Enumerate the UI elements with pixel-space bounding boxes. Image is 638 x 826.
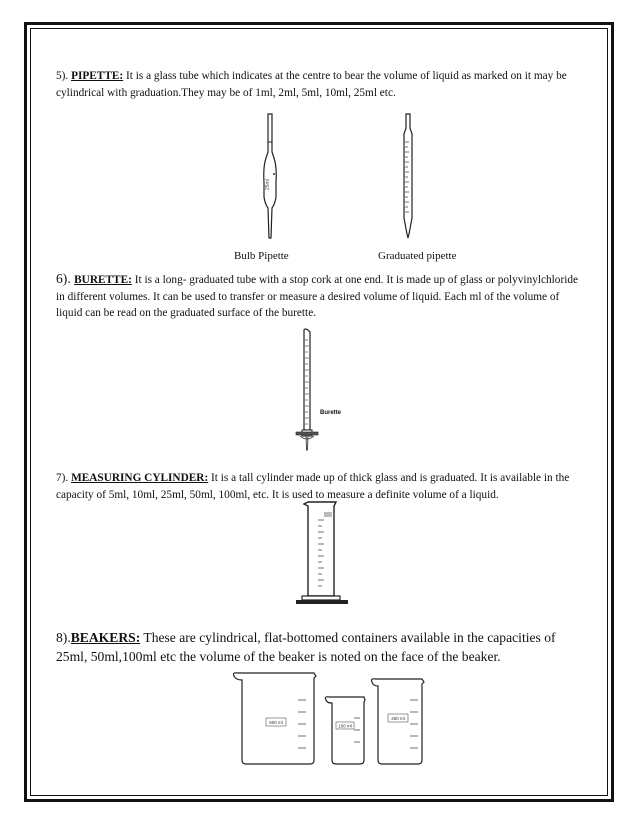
beakers-number: 8). bbox=[56, 630, 71, 645]
beaker-large-label: 600 ml bbox=[269, 720, 283, 725]
beakers-heading: BEAKERS: bbox=[70, 630, 141, 645]
burette-paragraph bbox=[56, 269, 586, 322]
beaker-small bbox=[325, 697, 365, 764]
pipette-paragraph bbox=[56, 68, 586, 101]
pipette-number: 5). bbox=[56, 70, 72, 82]
beaker-medium-label: 250 ml bbox=[391, 716, 405, 721]
pipette-heading: PIPETTE: bbox=[71, 70, 124, 82]
beakers-paragraph bbox=[56, 628, 586, 666]
cylinder-heading: MEASURING CYLINDER: bbox=[71, 472, 209, 484]
bulb-pipette-caption: Bulb Pipette bbox=[234, 250, 289, 262]
graduated-pipette-caption: Graduated pipette bbox=[378, 250, 457, 262]
pipette-text: It is a glass tube which indicates at the centre to bear the volume of liquid as marked on it may be cylindrical with graduation.They may be of 1ml, 2ml, 5ml, 10ml, 25ml etc. bbox=[56, 70, 567, 99]
cylinder-number: 7). bbox=[56, 472, 72, 484]
bulb-pipette-illustration bbox=[255, 112, 285, 240]
measuring-cylinder-illustration bbox=[294, 500, 350, 606]
burette-text: It is a long- graduated tube with a stop cork at one end. It is made up of glass or polyvinylchloride in different volumes. It can be used to transfer or measure a desired volume of liquid. Each ml of the volume of liquid can be read on the graduated surface of the burette. bbox=[56, 274, 579, 319]
burette-heading: BURETTE: bbox=[74, 274, 132, 286]
beaker-small-label: 150 ml bbox=[338, 723, 352, 729]
burette-illustration bbox=[290, 328, 350, 458]
graduated-pipette-illustration bbox=[398, 112, 418, 240]
svg-text:25ml: 25ml bbox=[265, 179, 271, 190]
burette-image-label: Burette bbox=[320, 410, 342, 416]
cylinder-paragraph bbox=[56, 470, 586, 503]
burette-number: 6). bbox=[56, 271, 75, 286]
cylinder-text: It is a tall cylinder made up of thick glass and is graduated. It is available in the capacity of 5ml, 10ml, 25ml, 50ml, 100ml, etc. It is used to measure a definite volume of a liquid. bbox=[56, 472, 570, 501]
beakers-text: These are cylindrical, flat-bottomed containers available in the capacities of 25ml, 50ml,100ml etc the volume of the beaker is noted on the face of the beaker. bbox=[56, 630, 556, 664]
beakers-illustration bbox=[230, 670, 440, 770]
